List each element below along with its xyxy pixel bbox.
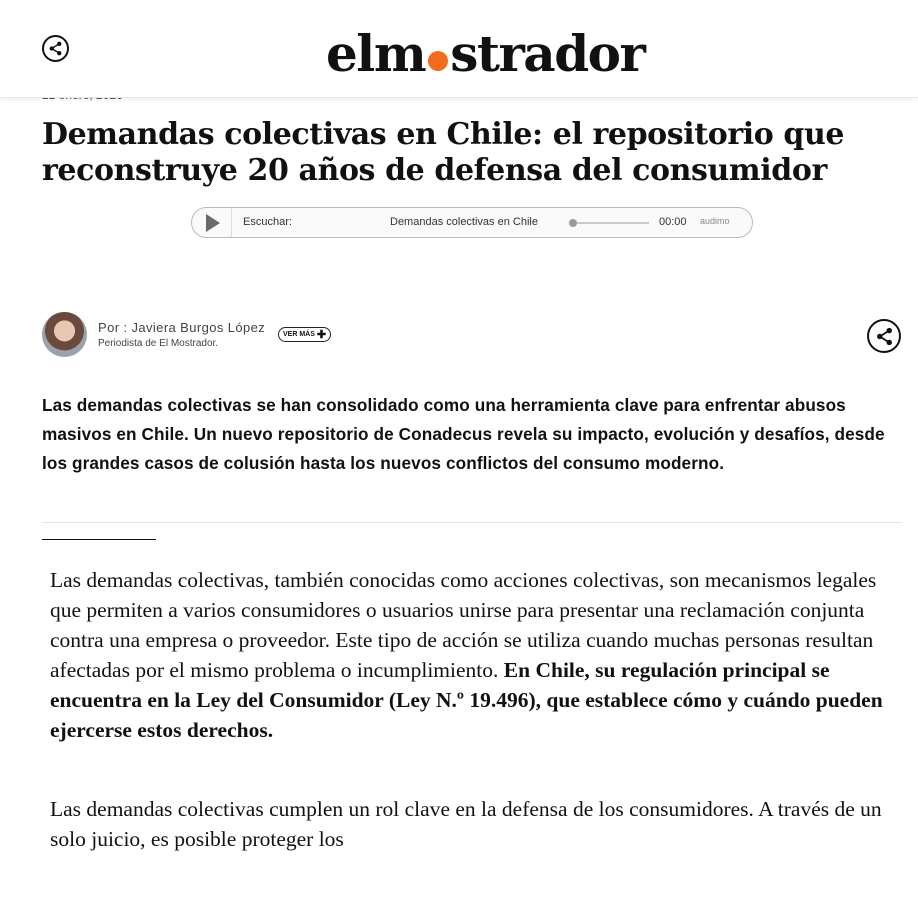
site-logo[interactable] bbox=[326, 24, 644, 84]
author-name[interactable]: Por : Javiera Burgos López bbox=[98, 320, 266, 335]
audio-progress-bar[interactable] bbox=[577, 222, 649, 224]
audio-player bbox=[191, 207, 753, 238]
audio-progress-knob[interactable] bbox=[569, 219, 577, 227]
logo-strador: strador bbox=[450, 24, 645, 83]
logo-el: el bbox=[326, 24, 374, 83]
body-text: Las demandas colectivas, también conocidas como acciones colectivas, son mecanismos legales que permiten a varios consumidores o usuarios unirse para presentar una reclamación conjunta contra una empresa o proveedor. Este tipo de acción se utiliza cuando muchas personas resultan afectadas por el mismo problema o incumplimiento. bbox=[50, 568, 877, 682]
author-role: Periodista de El Mostrador. bbox=[98, 338, 219, 349]
author-avatar[interactable] bbox=[42, 312, 87, 357]
ver-mas-button[interactable] bbox=[278, 327, 331, 342]
logo-dot bbox=[428, 51, 448, 71]
share-icon[interactable] bbox=[42, 35, 69, 62]
site-header bbox=[0, 0, 918, 98]
audio-brand: audimo bbox=[700, 216, 730, 226]
body-paragraph: Las demandas colectivas cumplen un rol clave en la defensa de los consumidores. A través de un solo juicio, es posible proteger los bbox=[50, 797, 882, 851]
audio-listen-label: Escuchar: bbox=[243, 216, 292, 228]
divider-short bbox=[42, 539, 156, 540]
audio-time: 00:00 bbox=[659, 216, 687, 228]
logo-m: m bbox=[373, 24, 426, 83]
body-bold-text: En Chile, su regulación principal se encuentra en la Ley del Consumidor (Ley N.º 19.496), que establece cómo y cuándo pueden ejercerse estos derechos. bbox=[50, 658, 883, 742]
audio-track-title: Demandas colectivas en Chile bbox=[390, 216, 538, 228]
article-lead: Las demandas colectivas se han consolidado como una herramienta clave para enfrentar abusos masivos en Chile. Un nuevo repositorio de Conadecus revela su impacto, evolución y desafíos, desde los grandes casos de colusión hasta los nuevos conflictos del consumo moderno. bbox=[42, 395, 885, 473]
article-title: Demandas colectivas en Chile: el repositorio que reconstruye 20 años de defensa del consumidor bbox=[42, 117, 845, 188]
ver-mas-label: VER MÁS bbox=[283, 330, 315, 338]
play-button[interactable] bbox=[192, 208, 232, 237]
play-icon bbox=[206, 214, 220, 232]
share-icon[interactable] bbox=[867, 319, 901, 353]
divider bbox=[42, 522, 902, 523]
plus-icon: ✚ bbox=[316, 328, 327, 341]
body-paragraph bbox=[50, 565, 890, 745]
